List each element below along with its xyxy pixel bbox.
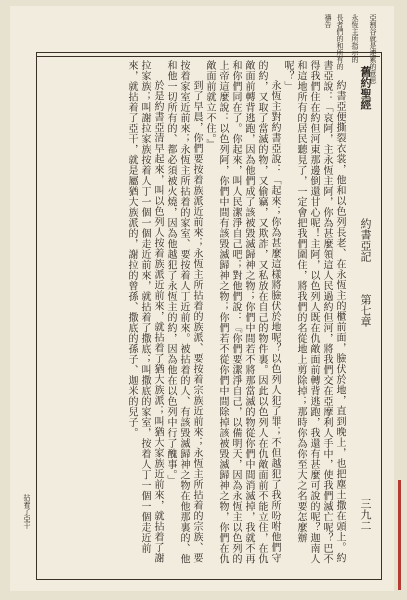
scanned-page xyxy=(10,6,394,591)
corner-margin-note: 拈着了亞干 xyxy=(23,494,31,529)
paragraph-1: 約書亞便撕裂衣裳，他和以色列長老、在永恆主的櫃前面，臉伏於地，直到晚上，也把塵土撒在頭上。約書亞說：「哀阿，主永恆主阿，你為甚麼領這人民過約但河，將我們交在亞摩利人手中，使我們滅亡呢？巴不得我們住在約但河東那邊倒還甘心呢！主阿，以色列人既在仇敵面前轉背逃跑，我還有甚麼可說的呢？迦南人和這地所有的居民聽見了，一定會把我們圍住，將我們的名從地上剪除掉；那時你為你至大之名要怎麼辦呢？」 xyxy=(282,60,345,564)
margin-note-4: 禱告 xyxy=(324,14,332,28)
paragraph-4: 於是約書亞清早起來，叫以色列人按着族派近前來，就拈着了猶大族派；叫猶大家族近前來，就拈着了謝拉家族；叫謝拉家族按着人丁一個一個走近前來，就拈着了撒底；叫撒底的家室，按着人丁一個一個走近前來，就拈着了亞干，就是屬猶大族派的，謝拉的曾孫、撒底的孫子、迦米的兒子。 xyxy=(126,60,163,563)
margin-note-3: 長者們的和所有的 xyxy=(336,14,344,70)
chapter-label: 約書亞記 xyxy=(359,218,372,262)
margin-note-1: 亞割谷就是連累的意思 xyxy=(369,14,377,84)
book-title: 舊約聖經 xyxy=(359,66,372,110)
margin-note-2: 永恆主所指示的 xyxy=(351,14,359,63)
page-edge-stain xyxy=(398,480,401,590)
running-header xyxy=(353,58,375,564)
header-rule xyxy=(36,56,380,57)
body-text xyxy=(46,60,346,566)
page-number: 三九二 xyxy=(359,498,372,531)
paragraph-2: 永恆主對約書亞說：「起來；你為甚麼這樣將臉伏於地呢？以色列人犯了罪；不但越犯了我所吩咐他們守的約，又取了當滅的物，又偷竊，又欺詐，又私放在自己的物件裏。因此以色列人在仇敵面前不能立住，在仇敵面前轉背逃跑，因為他們成了該被毀滅歸神之物；你們中間若不將那當滅的物從你們中間消滅掉，我就不再和你們同在了。你起來，叫人民潔淨自己吧；對他們說：『你們要潔淨自己，以備明天，因為永恆主以色列的上帝這麼說：以色列阿，你們中間有該毀滅歸神之物；你們若不從你們中間除掉該被毀滅歸神之物，你們在仇敵面前就立不住。』 xyxy=(204,60,280,564)
chapter-number: 第七章 xyxy=(359,294,372,327)
paragraph-3: 到了早晨，你們要按着族派近前來；永恆主所拈着的族派、要按着宗族近前來；永恆主所拈着的宗族、要按着家室近前來；永恆主所拈着的家室、要按着人丁近前來。被拈着的人、有該毀滅歸神之物在他那裏的、他和他一切所有的、都必須被火燒，因為他越犯了永恆主的約，因為他在以色列中行了醜事。」 xyxy=(165,60,202,564)
